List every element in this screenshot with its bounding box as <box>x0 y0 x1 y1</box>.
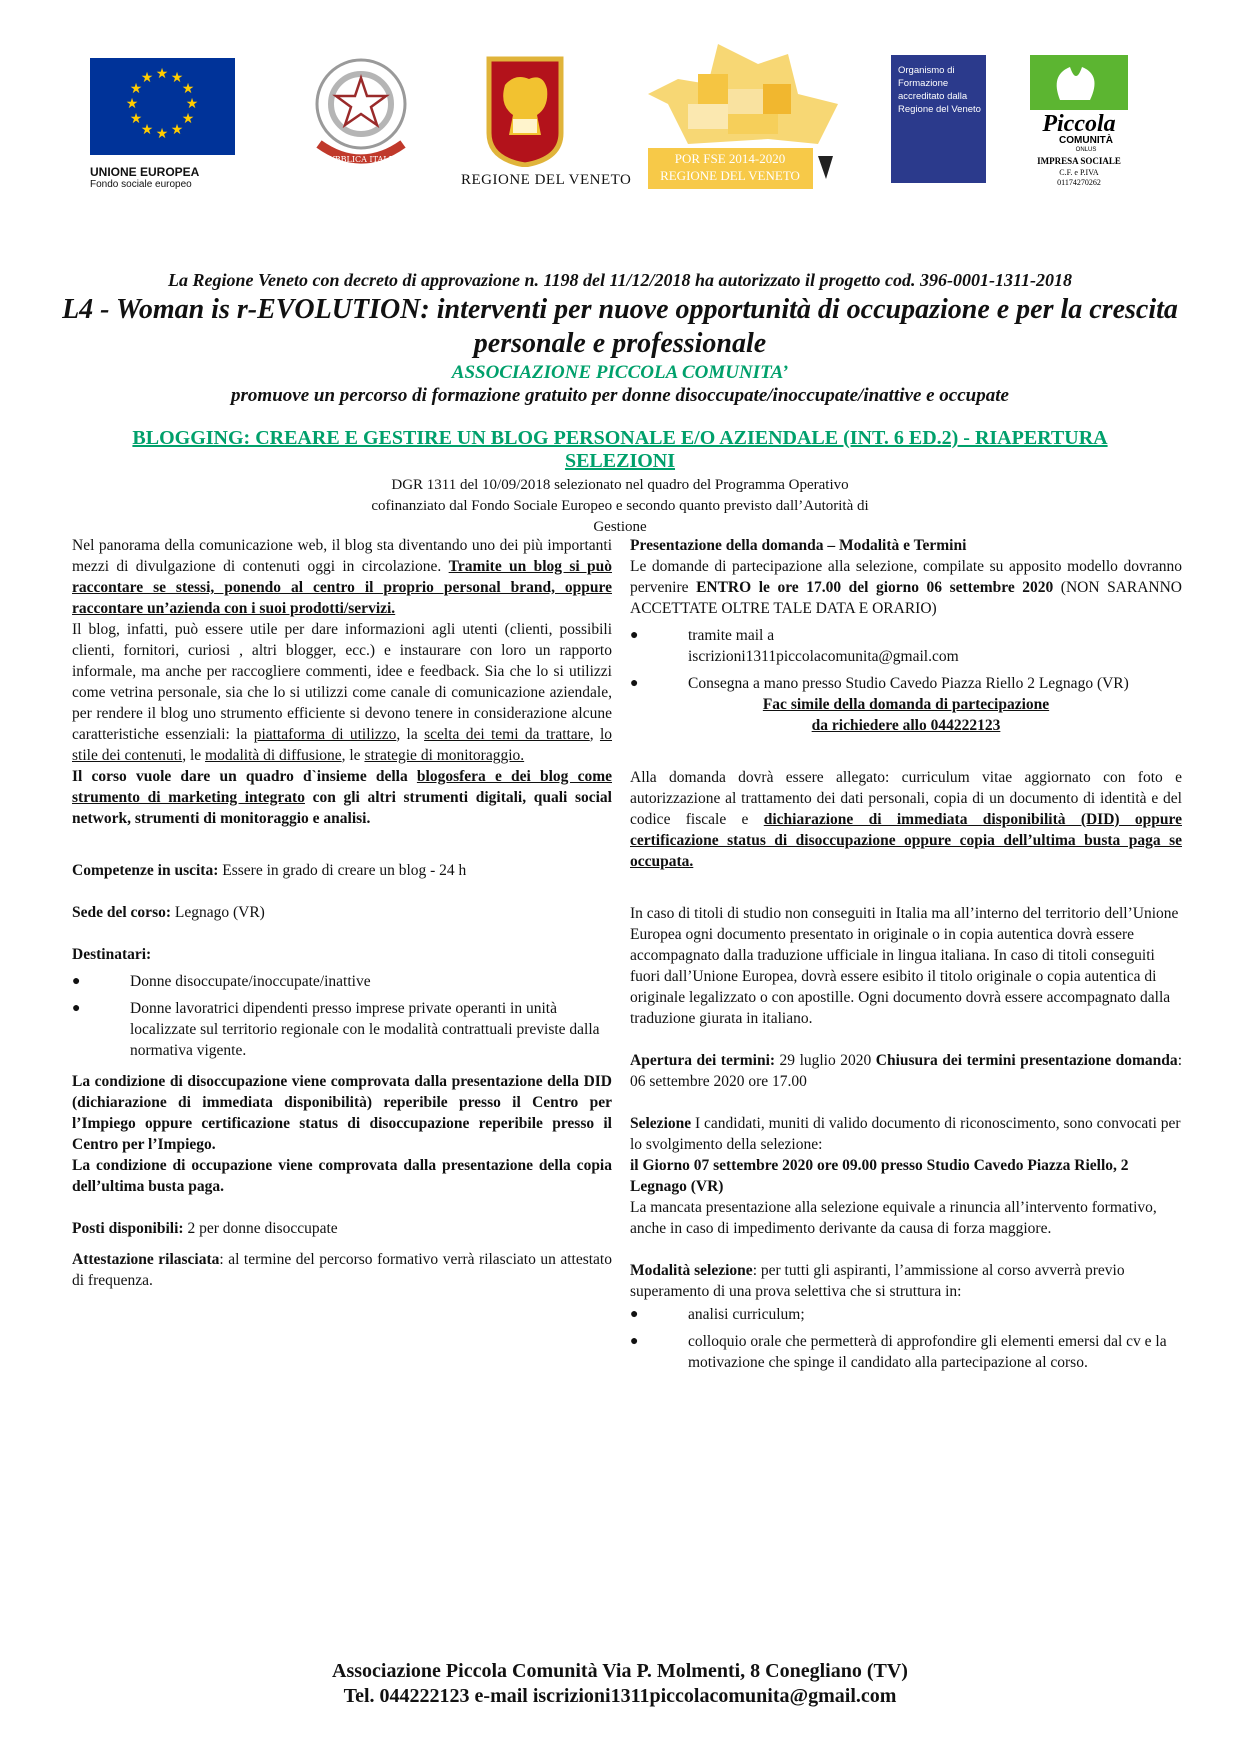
chiusura-value: : 06 settembre 2020 ore 17.00 <box>630 1052 1182 1090</box>
piccola-logo-number: 01174270262 <box>1057 178 1101 187</box>
piccola-logo-type: IMPRESA SOCIALE <box>1037 156 1121 166</box>
piccola-comunita-logo <box>1020 55 1138 195</box>
svg-text:★: ★ <box>170 70 184 86</box>
svg-text:★: ★ <box>181 81 195 97</box>
italian-republic-emblem <box>305 52 417 174</box>
svg-text:★: ★ <box>129 81 143 97</box>
goal-text-underlined: blogosfera e dei blog come strumento di marketing integrato <box>72 768 612 806</box>
intro-text: Nel panorama della comunicazione web, il blog sta diventando uno dei più importanti mezzi di divulgazione di contenuti oggi in circolazione. <box>72 537 612 575</box>
consegna-item: Consegna a mano presso Studio Cavedo Piazza Riello 2 Legnago (VR) <box>688 675 1129 692</box>
svg-text:★: ★ <box>140 70 154 86</box>
list-item <box>72 971 612 992</box>
svg-text:★: ★ <box>155 66 169 82</box>
features-text: Il blog, infatti, può essere utile per dare informazioni agli utenti (clienti, possibili clienti, fornitori, curiosi , altri blogger, ecc.) e instaurare con loro un rapporto informale, ma anche per raccogliere commenti, idee e feedback. Sia che lo si utilizzi come vetrina personale, sia che lo si utilizzi come canale di comunicazione aziendale, per rendere il blog uno strumento efficiente si devono tenere in considerazione alcune caratteristiche essenziali: la <box>72 621 612 743</box>
condizione-occupazione: La condizione di occupazione viene comprovata dalla presentazione della copia dell’ultima busta paga. <box>72 1157 612 1195</box>
intro-bold-text: Tramite un blog si può raccontare se stessi, ponendo al centro il proprio personal brand, oppure raccontare un’azienda con i suoi prodotti/servizi. <box>72 558 612 617</box>
goal-text-a: Il corso vuole dare un quadro d`insieme della <box>72 768 417 785</box>
posti <box>72 1218 612 1239</box>
bullet-icon: ● <box>72 1001 81 1016</box>
modalita-item: colloquio orale che permetterà di approfondire gli elementi emersi dal cv e la motivazione che spinge il candidato alla partecipazione al corso. <box>688 1333 1167 1371</box>
attestazione <box>72 1249 612 1291</box>
svg-text:★: ★ <box>129 111 143 127</box>
dgr-line: DGR 1311 del 10/09/2018 selezionato nel quadro del Programma Operativo cofinanziato dal Fondo Sociale Europeo e secondo quanto previsto dall’Autorità di Gestione <box>371 477 869 535</box>
attestazione-value: : al termine del percorso formativo verrà rilasciato un attestato di frequenza. <box>72 1251 612 1289</box>
selezione-date: il Giorno 07 settembre 2020 ore 09.00 presso Studio Cavedo Piazza Riello, 2 Legnago (VR) <box>630 1157 1129 1195</box>
destinatari-label: Destinatari: <box>72 946 152 963</box>
piccola-logo-onlus: ONLUS <box>1075 147 1097 153</box>
por-fse-logo <box>648 44 840 189</box>
veneto-logo-text: REGIONE DEL VENETO <box>461 172 632 188</box>
apertura-label: Apertura dei termini: <box>630 1052 776 1069</box>
association-name: ASSOCIAZIONE PICCOLA COMUNITA’ <box>451 362 789 383</box>
mancata-paragraph: La mancata presentazione alla selezione equivale a rinuncia all’intervento formativo, anche in caso di impedimento derivante da causa di forza maggiore. <box>630 1199 1157 1237</box>
feature-themes: scelta dei temi da trattare <box>424 726 590 743</box>
destinatari-item: Donne lavoratrici dipendenti presso imprese private operanti in unità localizzate sul territorio regionale con le modalità contrattuali previste dalla normativa vigente. <box>130 1000 600 1059</box>
allegato-text: Alla domanda dovrà essere allegato: curriculum vitae aggiornato con foto e autorizzazione al trattamento dei dati personali, copia di un documento di identità e del codice fiscale e <box>630 769 1182 828</box>
modalita-paragraph <box>630 1260 1182 1302</box>
eu-flag-logo <box>90 58 235 155</box>
bullet-icon: ● <box>630 1307 639 1322</box>
competenze <box>72 860 612 881</box>
accreditation-text: Organismo di Formazione accreditato dalla Regione del Veneto <box>898 65 981 115</box>
feature-platform: piattaforma di utilizzo <box>253 726 397 743</box>
page-title: L4 - Woman is r-EVOLUTION: interventi per nuove opportunità di occupazione e per la crescita personale e professionale <box>62 294 1178 359</box>
selezione-paragraph <box>630 1113 1182 1155</box>
allegato-bold-text: dichiarazione di immediata disponibilità (DID) oppure certificazione status di disoccupazione oppure copia dell’ultima busta paga se occupata. <box>630 811 1182 870</box>
svg-text:★: ★ <box>155 126 169 142</box>
decree-line: La Regione Veneto con decreto di approvazione n. 1198 del 11/12/2018 ha autorizzato il progetto cod. 396-0001-1311-2018 <box>168 270 1072 290</box>
sede <box>72 902 612 923</box>
presentazione-text-a: Le domande di partecipazione alla selezione, compilate su apposito modello dovranno pervenire <box>630 558 1182 596</box>
deadline: ENTRO le ore 17.00 del giorno 06 settembre 2020 <box>696 579 1054 596</box>
eu-logo-title: UNIONE EUROPEA <box>90 165 200 179</box>
termini-paragraph <box>630 1050 1182 1092</box>
right-column <box>630 535 1182 1373</box>
email-address[interactable]: iscrizioni1311piccolacomunita@gmail.com <box>688 648 959 665</box>
piccola-logo-sub: COMUNITÀ <box>1059 135 1113 146</box>
competenze-label: Competenze in uscita: <box>72 862 219 879</box>
presentazione-text-b: (NON SARANNO ACCETTATE OLTRE TALE DATA E ORARIO) <box>630 579 1182 617</box>
bullet-icon: ● <box>72 974 81 989</box>
left-column <box>72 535 612 1291</box>
posti-label: Posti disponibili: <box>72 1220 184 1237</box>
destinatari-item: Donne disoccupate/inoccupate/inattive <box>130 973 371 990</box>
feature-style: lo stile dei contenuti <box>72 726 613 764</box>
sede-value: Legnago (VR) <box>171 904 265 921</box>
presentazione-title: Presentazione della domanda – Modalità e Termini <box>630 537 967 554</box>
svg-text:★: ★ <box>185 96 199 112</box>
footer-contacts: Tel. 044222123 e-mail iscrizioni1311piccolacomunita@gmail.com <box>343 1685 897 1707</box>
svg-text:★: ★ <box>140 122 154 138</box>
apertura-value: 29 luglio 2020 <box>775 1052 876 1069</box>
fse-logo-line1: POR FSE 2014-2020 <box>674 151 786 166</box>
bullet-icon: ● <box>630 1334 639 1349</box>
bullet-icon: ● <box>630 628 639 643</box>
footer-address: Associazione Piccola Comunità Via P. Molmenti, 8 Conegliano (TV) <box>332 1660 908 1682</box>
veneto-lion-shield <box>485 55 565 167</box>
modalita-label: Modalità selezione <box>630 1262 753 1279</box>
promotes-line: promuove un percorso di formazione gratuito per donne disoccupate/inoccupate/inattive e occupate <box>231 385 1009 406</box>
features-paragraph <box>72 619 612 766</box>
chiusura-label: Chiusura dei termini presentazione domanda <box>875 1052 1178 1069</box>
facsimile-line1: Fac simile della domanda di partecipazione <box>762 696 1050 713</box>
goal-text-b: con gli altri strumenti digitali, quali social network, strumenti di monitoraggio e analisi. <box>72 789 612 827</box>
titoli-paragraph: In caso di titoli di studio non conseguiti in Italia ma all’interno del territorio dell’Unione Europea ogni documento presentato in originale o in copia autentica dovrà essere accompagnato dalla traduzione ufficiale in lingua italiana. In caso di titoli conseguiti fuori dall’Unione Europea, dovrà essere esibito il titolo originale o copia autentica di originale legalizzato o con apostille. Ogni documento dovrà essere accompagnato dalla traduzione giurata in italiano. <box>630 905 1179 1027</box>
eu-logo-subtitle: Fondo sociale europeo <box>90 179 192 190</box>
mail-label: tramite mail a <box>688 627 775 644</box>
selezione-text: I candidati, muniti di valido documento di riconoscimento, sono convocati per lo svolgimento della selezione: <box>630 1115 1181 1153</box>
intro-paragraph <box>72 535 612 619</box>
features-sep3: , le <box>182 747 206 764</box>
list-item <box>630 1304 1182 1325</box>
list-item <box>72 998 612 1061</box>
competenze-value: Essere in grado di creare un blog - 24 h <box>218 862 467 879</box>
bullet-icon: ● <box>630 676 639 691</box>
condizione-disoccupazione: La condizione di disoccupazione viene comprovata dalla presentazione della DID (dichiarazione di immediata disponibilità) reperibile presso il Centro per l’Impiego oppure certificazione status di disoccupazione reperibile presso il Centro per l’Impiego. <box>72 1073 612 1153</box>
feature-diffusion: modalità di diffusione <box>205 747 342 764</box>
features-sep2: , <box>589 726 600 743</box>
attestazione-label: Attestazione rilasciata <box>72 1251 220 1268</box>
modalita-text: : per tutti gli aspiranti, l’ammissione al corso avverrà previo superamento di una prova selettiva che si struttura in: <box>630 1262 1125 1300</box>
features-sep1: , la <box>396 726 425 743</box>
svg-text:★: ★ <box>170 122 184 138</box>
fse-logo-line2: REGIONE DEL VENETO <box>660 168 800 183</box>
svg-text:★: ★ <box>125 96 139 112</box>
sede-label: Sede del corso: <box>72 904 172 921</box>
presentazione-paragraph <box>630 556 1182 619</box>
list-item <box>630 1331 1182 1373</box>
list-item <box>630 673 1182 694</box>
emblem-ribbon-text: REPVBBLICA ITALIANA <box>311 155 411 164</box>
facsimile-line2: da richiedere allo 044222123 <box>811 717 1001 734</box>
modalita-item: analisi curriculum; <box>688 1306 805 1323</box>
piccola-logo-name: Piccola <box>1042 111 1116 137</box>
course-title: BLOGGING: CREARE E GESTIRE UN BLOG PERSONALE E/O AZIENDALE (INT. 6 ED.2) - RIAPERTURA SELEZIONI <box>132 427 1108 472</box>
allegato-paragraph <box>630 767 1182 872</box>
posti-value: 2 per donne disoccupate <box>183 1220 338 1237</box>
features-sep4: , le <box>341 747 365 764</box>
piccola-logo-cf: C.F. e P.IVA <box>1059 168 1099 177</box>
svg-text:★: ★ <box>181 111 195 127</box>
course-goal-paragraph <box>72 766 612 829</box>
feature-monitoring: strategie di monitoraggio. <box>364 747 525 764</box>
selezione-label: Selezione <box>630 1115 692 1132</box>
list-item <box>630 625 1182 667</box>
